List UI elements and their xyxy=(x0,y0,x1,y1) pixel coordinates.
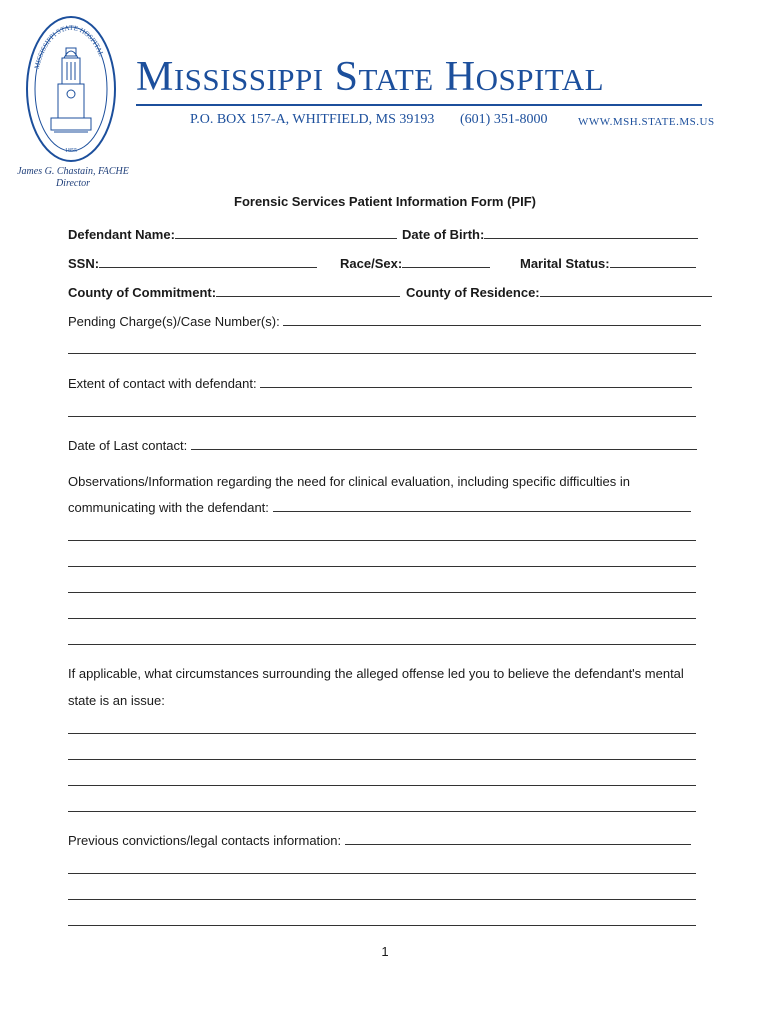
observations-blank[interactable] xyxy=(273,499,691,512)
county-residence-label: County of Residence: xyxy=(406,285,540,300)
marital-status-field[interactable] xyxy=(520,255,696,272)
dob-field[interactable] xyxy=(402,226,698,243)
observations-line[interactable] xyxy=(68,566,696,567)
circumstances-line[interactable] xyxy=(68,811,696,812)
hospital-address: P.O. BOX 157-A, WHITFIELD, MS 39193 xyxy=(190,112,435,127)
hospital-name: MISSISSIPPI STATE HOSPITAL xyxy=(136,54,605,100)
ssn-label: SSN: xyxy=(68,256,100,271)
director-title: Director xyxy=(55,178,91,189)
race-sex-label: Race/Sex: xyxy=(340,256,403,271)
extent-contact-blank[interactable] xyxy=(260,375,692,388)
page-number: 1 xyxy=(381,944,389,959)
dob-label: Date of Birth: xyxy=(402,227,485,242)
circumstances-question-line-2: state is an issue: xyxy=(68,693,165,708)
county-commitment-label: County of Commitment: xyxy=(68,285,217,300)
circumstances-line[interactable] xyxy=(68,759,696,760)
extent-contact-label: Extent of contact with defendant: xyxy=(68,376,257,391)
observations-line[interactable] xyxy=(68,618,696,619)
defendant-name-field[interactable] xyxy=(68,226,397,243)
pending-charges-line-2[interactable] xyxy=(68,353,696,354)
county-residence-field[interactable] xyxy=(406,284,712,301)
dob-blank[interactable] xyxy=(484,226,698,239)
director-name: James G. Chastain, FACHE xyxy=(17,166,129,177)
circumstances-line[interactable] xyxy=(68,785,696,786)
form-title: Forensic Services Patient Information Form (PIF) xyxy=(234,194,536,209)
observations-line[interactable] xyxy=(68,644,696,645)
county-commitment-blank[interactable] xyxy=(216,284,400,297)
header-rule xyxy=(136,104,702,106)
race-sex-blank[interactable] xyxy=(402,255,490,268)
observations-label: communicating with the defendant: xyxy=(68,500,269,515)
previous-convictions-line[interactable] xyxy=(68,899,696,900)
previous-convictions-blank[interactable] xyxy=(345,832,691,845)
marital-status-blank[interactable] xyxy=(610,255,696,268)
previous-convictions-field[interactable] xyxy=(68,832,691,849)
last-contact-blank[interactable] xyxy=(191,437,697,450)
ssn-field[interactable] xyxy=(68,255,317,272)
observations-field[interactable] xyxy=(68,499,691,516)
circumstances-question-line-1: If applicable, what circumstances surrounding the alleged offense led you to believe the defendant's mental xyxy=(68,666,684,681)
ssn-blank[interactable] xyxy=(99,255,317,268)
observations-line[interactable] xyxy=(68,592,696,593)
pending-charges-field[interactable] xyxy=(68,313,701,330)
previous-convictions-line[interactable] xyxy=(68,873,696,874)
county-commitment-field[interactable] xyxy=(68,284,400,301)
last-contact-label: Date of Last contact: xyxy=(68,438,188,453)
last-contact-field[interactable] xyxy=(68,437,697,454)
hospital-website[interactable]: WWW.MSH.STATE.MS.US xyxy=(578,116,715,128)
race-sex-field[interactable] xyxy=(340,255,490,272)
county-residence-blank[interactable] xyxy=(540,284,712,297)
circumstances-line[interactable] xyxy=(68,733,696,734)
marital-status-label: Marital Status: xyxy=(520,256,610,271)
svg-text:MISSISSIPPI STATE HOSPITAL: MISSISSIPPI STATE HOSPITAL xyxy=(32,23,106,70)
hospital-phone: (601) 351-8000 xyxy=(460,112,548,127)
pending-charges-label: Pending Charge(s)/Case Number(s): xyxy=(68,314,280,329)
observations-question-line-1: Observations/Information regarding the need for clinical evaluation, including specific difficulties in xyxy=(68,474,630,489)
observations-line[interactable] xyxy=(68,540,696,541)
defendant-name-blank[interactable] xyxy=(175,226,397,239)
defendant-name-label: Defendant Name: xyxy=(68,227,175,242)
hospital-seal-logo xyxy=(24,14,118,164)
extent-contact-line-2[interactable] xyxy=(68,416,696,417)
director-block xyxy=(10,166,136,190)
pending-charges-blank[interactable] xyxy=(283,313,701,326)
extent-contact-field[interactable] xyxy=(68,375,692,392)
svg-text:1855: 1855 xyxy=(65,148,77,154)
previous-convictions-line[interactable] xyxy=(68,925,696,926)
previous-convictions-label: Previous convictions/legal contacts information: xyxy=(68,833,342,848)
